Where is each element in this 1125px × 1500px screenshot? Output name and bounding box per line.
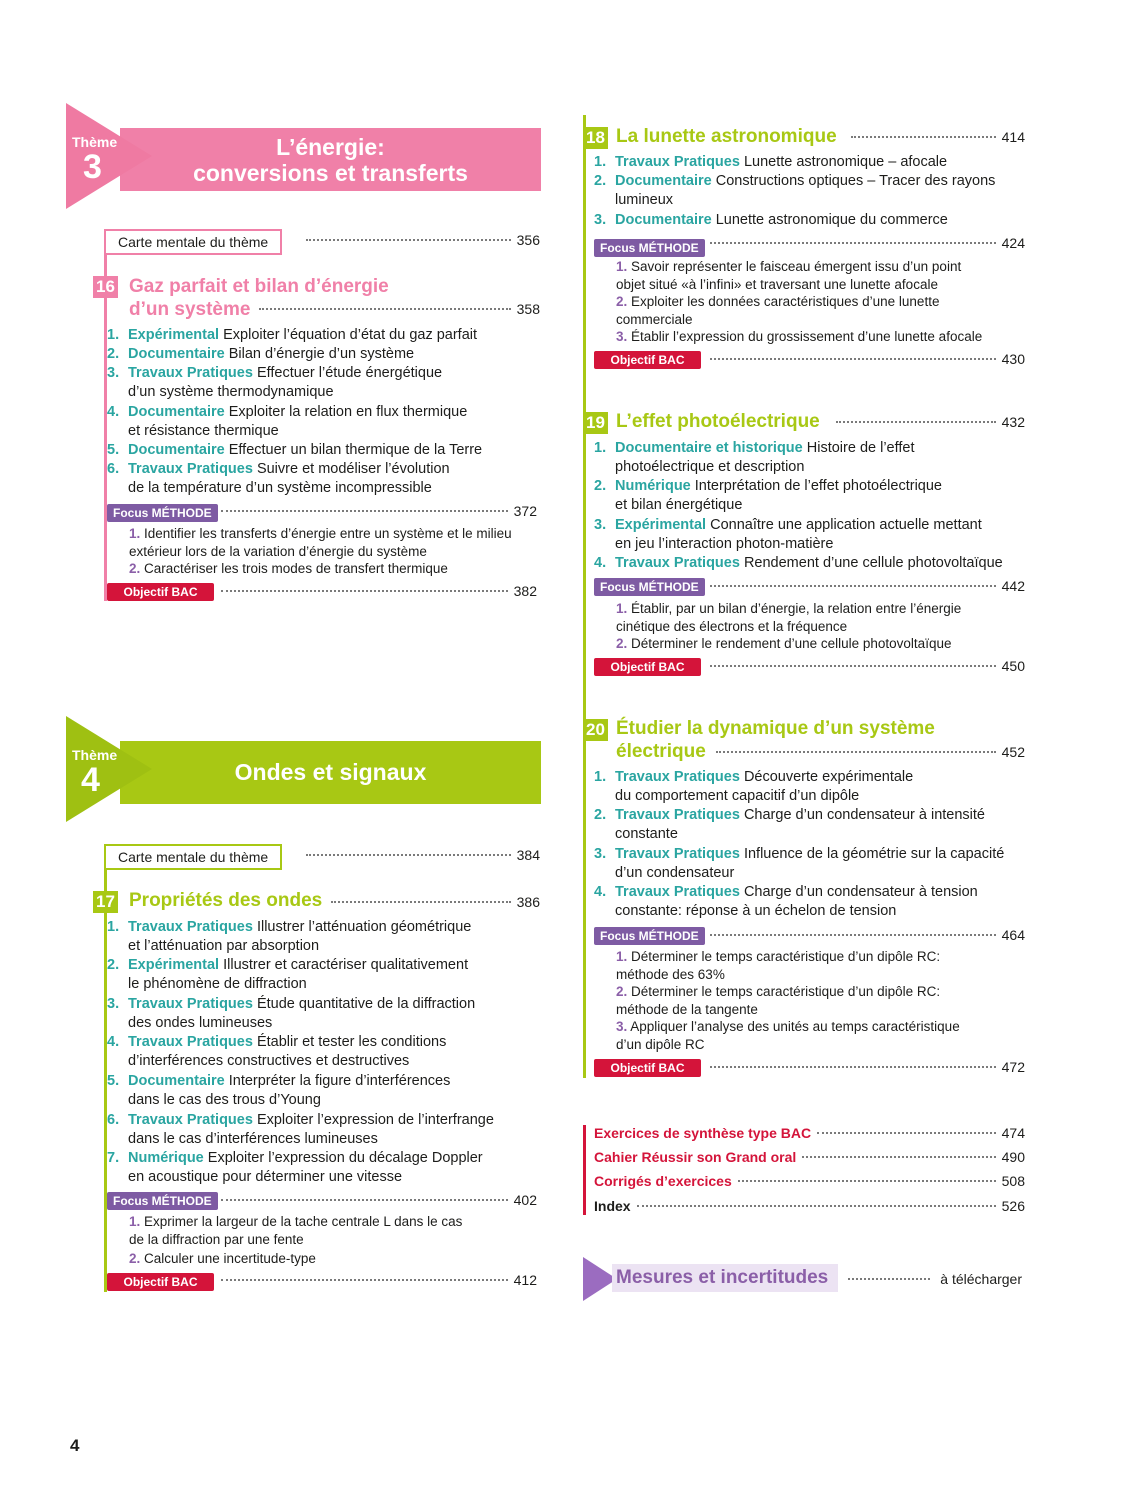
chapter-18-leader — [845, 129, 1025, 145]
chapter-17-item-3[interactable]: 3. Travaux Pratiques Étude quantitative de la diffraction des ondes lumineuses — [107, 996, 476, 1031]
download-label[interactable]: à télécharger — [940, 1271, 1022, 1287]
chapter-16-method-1: 1. Identifier les transferts d’énergie entre un système et le milieu extérieur lors de la variation d’énergie du système — [129, 526, 512, 559]
mesures-title[interactable]: Mesures et incertitudes — [616, 1267, 829, 1288]
chapter-19-objectif-bac[interactable]: Objectif BAC — [594, 658, 701, 676]
chapter-17-bac-leader — [215, 1272, 537, 1288]
page-number: 412 — [513, 1272, 537, 1288]
theme-3-number: 3 — [83, 148, 102, 186]
page-number: 384 — [516, 847, 540, 863]
carte-mentale-theme-4-leader — [300, 847, 540, 863]
mesures-leader — [842, 1271, 1022, 1287]
page-number: 464 — [1001, 927, 1025, 943]
page-number: 432 — [1001, 414, 1025, 430]
theme-3-title-band — [120, 128, 541, 191]
chapter-16-item-2[interactable]: 2. Documentaire Bilan d’énergie d’un système — [107, 346, 415, 362]
chapter-16-title-line1: Gaz parfait et bilan d’énergie — [129, 276, 389, 297]
chapter-20-method-1: 1. Déterminer le temps caractéristique d’un dipôle RC: méthode des 63% — [616, 949, 941, 982]
chapter-18-bac-leader — [704, 351, 1025, 367]
chapter-16-focus-methode[interactable]: Focus MÉTHODE — [107, 504, 218, 522]
chapter-20-item-4[interactable]: 4. Travaux Pratiques Charge d’un condensateur à tension constante: réponse à un échelon de tension — [594, 884, 978, 919]
chapter-18-focus-methode[interactable]: Focus MÉTHODE — [594, 239, 705, 257]
chapter-16-item-4[interactable]: 4. Documentaire Exploiter la relation en flux thermique et résistance thermique — [107, 404, 468, 439]
theme-4-arrow-tab — [66, 716, 152, 822]
chapter-18-focus-leader — [704, 235, 1025, 251]
chapter-19-method-1: 1. Établir, par un bilan d’énergie, la relation entre l’énergie cinétique des électrons et la fréquence — [616, 601, 962, 634]
chapter-16-objectif-bac[interactable]: Objectif BAC — [107, 583, 214, 601]
chapter-20-focus-methode[interactable]: Focus MÉTHODE — [594, 927, 705, 945]
chapter-16-item-6[interactable]: 6. Travaux Pratiques Suivre et modéliser l’évolution de la température d’un système incompressible — [107, 461, 450, 496]
chapter-17-item-4[interactable]: 4. Travaux Pratiques Établir et tester les conditions d’interférences constructives et destructives — [107, 1034, 447, 1069]
right-column-rule — [583, 115, 586, 1078]
annexes-rule — [583, 1125, 586, 1215]
chapter-17-item-2[interactable]: 2. Expérimental Illustrer et caractériser qualitativement le phénomène de diffraction — [107, 957, 469, 992]
chapter-18-title[interactable]: La lunette astronomique — [616, 126, 837, 147]
chapter-18-objectif-bac[interactable]: Objectif BAC — [594, 351, 701, 369]
chapter-19-focus-leader — [704, 578, 1025, 594]
chapter-18-method-1: 1. Savoir représenter le faisceau émergent issu d’un point objet situé «à l’infini» et traversant une lunette afocale — [616, 259, 962, 292]
chapter-19-item-2[interactable]: 2. Numérique Interprétation de l’effet photoélectrique et bilan énergétique — [594, 478, 942, 513]
page-number: 472 — [1001, 1059, 1025, 1075]
chapter-20-leader — [710, 744, 1025, 760]
chapter-20-method-3: 3. Appliquer l’analyse des unités au temps caractéristique d’un dipôle RC — [616, 1019, 960, 1052]
carte-mentale-theme-4[interactable] — [104, 844, 282, 870]
theme-4-title-band — [120, 741, 541, 804]
carte-mentale-label: Carte mentale du thème — [118, 234, 269, 250]
chapter-17-title[interactable] — [129, 889, 322, 912]
page-number: 442 — [1001, 578, 1025, 594]
chapter-20-bac-leader — [704, 1059, 1025, 1075]
carte-mentale-theme-3[interactable] — [104, 229, 282, 255]
theme-3-label: Thème — [72, 134, 118, 150]
chapter-20-title[interactable]: Étudier la dynamique d’un système électrique — [616, 718, 935, 762]
chapter-16-method-2: 2. Caractériser les trois modes de transfert thermique — [129, 561, 448, 576]
chapter-17-focus-methode[interactable]: Focus MÉTHODE — [107, 1192, 218, 1210]
theme-4-title: Ondes et signaux — [234, 759, 427, 785]
chapter-20-objectif-bac[interactable]: Objectif BAC — [594, 1059, 701, 1077]
chapter-16-number: 16 — [93, 276, 118, 298]
chapter-17-objectif-bac[interactable]: Objectif BAC — [107, 1273, 214, 1291]
chapter-17-item-7[interactable]: 7. Numérique Exploiter l’expression du décalage Doppler en acoustique pour déterminer une vitesse — [107, 1150, 483, 1185]
page-number-footer: 4 — [70, 1436, 80, 1455]
chapter-17-leader — [325, 894, 540, 910]
chapter-19-method-2: 2. Déterminer le rendement d’une cellule photovoltaïque — [616, 636, 952, 651]
chapter-18-number: 18 — [583, 127, 608, 149]
chapter-18-item-3[interactable]: 3. Documentaire Lunette astronomique du commerce — [594, 212, 948, 228]
chapter-18-method-3: 3. Établir l’expression du grossissement d’une lunette afocale — [616, 329, 983, 344]
page-number: 424 — [1001, 235, 1025, 251]
chapter-17-method-2: 2. Calculer une incertitude-type — [129, 1251, 316, 1266]
chapter-16-focus-leader — [215, 503, 537, 519]
chapter-17-item-5[interactable]: 5. Documentaire Interpréter la figure d’interférences dans le cas des trous d’Young — [107, 1073, 451, 1108]
theme-4-number: 4 — [81, 761, 100, 799]
carte-mentale-theme-3-leader — [300, 232, 540, 248]
chapter-20-number: 20 — [583, 719, 608, 741]
chapter-18-item-1[interactable]: 1. Travaux Pratiques Lunette astronomique – afocale — [594, 154, 948, 170]
chapter-16-item-3[interactable]: 3. Travaux Pratiques Effectuer l’étude énergétique d’un système thermodynamique — [107, 365, 443, 400]
chapter-19-title[interactable]: L’effet photoélectrique — [616, 411, 820, 432]
chapter-17-method-1: 1. Exprimer la largeur de la tache centrale L dans le cas de la diffraction par une fente — [129, 1214, 463, 1247]
chapter-17-title-line1: Propriétés des ondes — [129, 890, 323, 911]
page-number: 372 — [513, 503, 537, 519]
theme-3-title-line2: conversions et transferts — [193, 159, 468, 186]
chapter-17-item-1[interactable]: 1. Travaux Pratiques Illustrer l’atténuation géométrique et l’atténuation par absorption — [107, 919, 472, 954]
chapter-16-title-line2: d’un système — [129, 299, 251, 320]
chapter-19-focus-methode[interactable]: Focus MÉTHODE — [594, 578, 705, 596]
chapter-19-number: 19 — [583, 412, 608, 434]
annexe-index[interactable]: Index 526 — [594, 1198, 1025, 1214]
annexe-grand-oral[interactable]: Cahier Réussir son Grand oral 490 — [594, 1149, 1025, 1165]
chapter-20-item-3[interactable]: 3. Travaux Pratiques Influence de la géométrie sur la capacité d’un condensateur — [594, 846, 1005, 881]
chapter-16-leader — [253, 301, 540, 317]
page-number: 414 — [1001, 129, 1025, 145]
chapter-20-item-2[interactable]: 2. Travaux Pratiques Charge d’un condensateur à intensité constante — [594, 807, 985, 842]
chapter-19-leader — [830, 414, 1025, 430]
annexe-exercices-bac[interactable]: Exercices de synthèse type BAC 474 — [594, 1125, 1025, 1141]
chapter-18-method-2: 2. Exploiter les données caractéristiques d’une lunette commerciale — [616, 294, 940, 327]
page-number: 430 — [1001, 351, 1025, 367]
chapter-20-focus-leader — [704, 927, 1025, 943]
page-number: 386 — [516, 894, 540, 910]
page-number: 452 — [1001, 744, 1025, 760]
chapter-16-bac-leader — [215, 583, 537, 599]
chapter-16-item-5[interactable]: 5. Documentaire Effectuer un bilan thermique de la Terre — [107, 442, 483, 458]
chapter-19-item-1[interactable]: 1. Documentaire et historique Histoire de l’effet photoélectrique et description — [594, 440, 915, 475]
theme-4-label: Thème — [72, 747, 118, 763]
chapter-17-number: 17 — [93, 891, 118, 913]
chapter-20-item-1[interactable]: 1. Travaux Pratiques Découverte expérimentale du comportement capacitif d’un dipôle — [594, 769, 914, 804]
theme-3-arrow-tab — [66, 103, 152, 209]
carte-mentale-label: Carte mentale du thème — [118, 849, 269, 865]
chapter-19-bac-leader — [704, 658, 1025, 674]
theme-3-title-line1: L’énergie: — [276, 133, 385, 160]
chapter-19-item-3[interactable]: 3. Expérimental Connaître une application actuelle mettant en jeu l’interaction photon-matière — [594, 517, 982, 552]
page-number: 450 — [1001, 658, 1025, 674]
chapter-20-method-2: 2. Déterminer le temps caractéristique d’un dipôle RC: méthode de la tangente — [616, 984, 941, 1017]
page-number: 382 — [513, 583, 537, 599]
chapter-17-focus-leader — [215, 1192, 537, 1208]
page-number: 402 — [513, 1192, 537, 1208]
page-number: 356 — [516, 232, 540, 248]
chapter-19-item-4[interactable]: 4. Travaux Pratiques Rendement d’une cellule photovoltaïque — [594, 555, 1003, 571]
chapter-16-item-1[interactable]: 1. Expérimental Exploiter l’équation d’état du gaz parfait — [107, 327, 478, 343]
annexe-corriges[interactable]: Corrigés d’exercices 508 — [594, 1173, 1025, 1189]
chapter-18-item-2[interactable]: 2. Documentaire Constructions optiques – Tracer des rayons lumineux — [594, 173, 996, 208]
page-number: 358 — [516, 301, 540, 317]
chapter-17-item-6[interactable]: 6. Travaux Pratiques Exploiter l’expression de l’interfrange dans le cas d’interférences lumineuses — [107, 1112, 494, 1147]
